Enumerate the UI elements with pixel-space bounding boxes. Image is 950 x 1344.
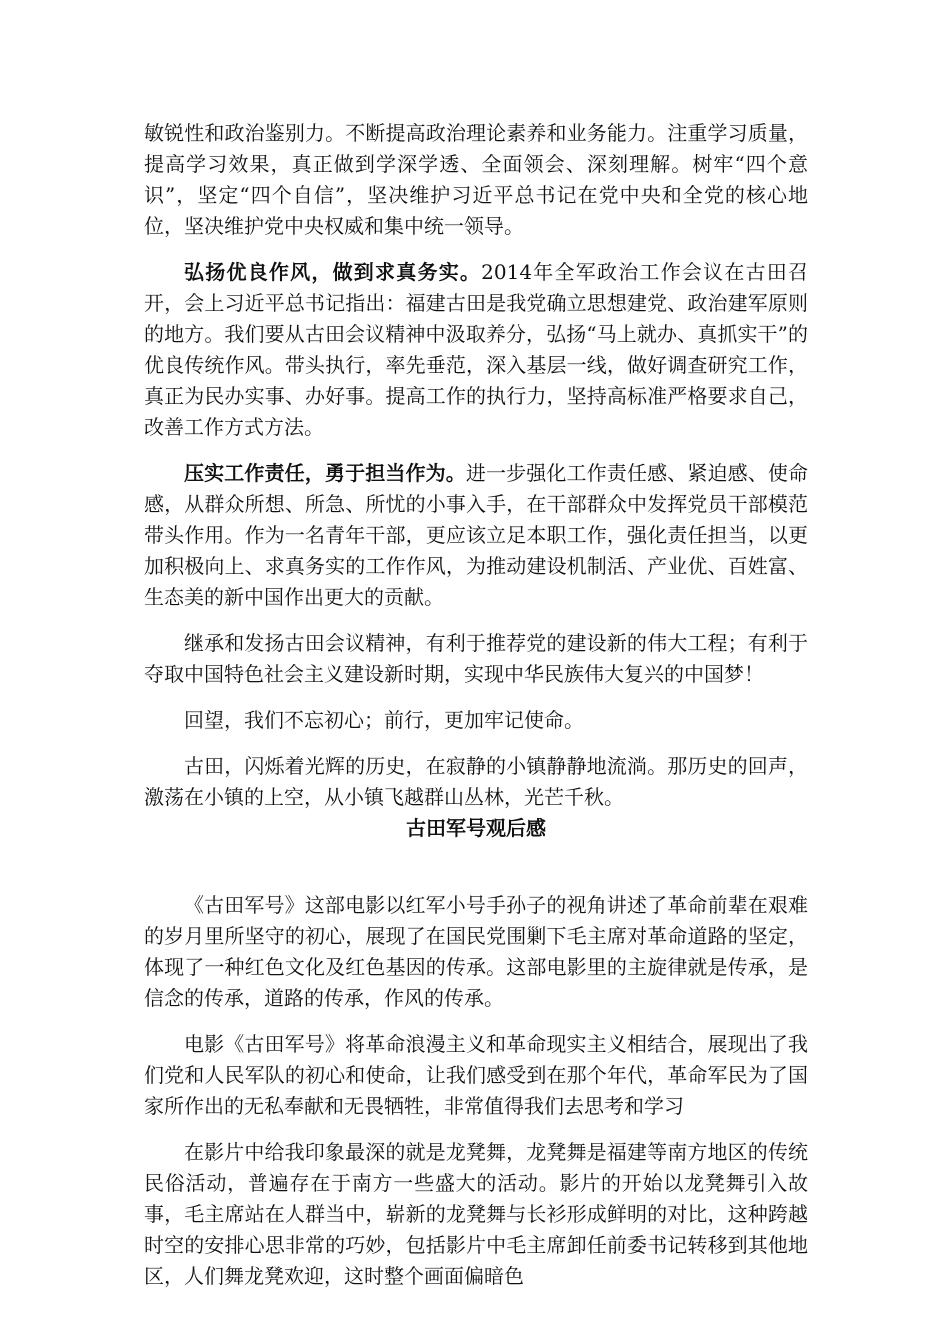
paragraph-dragon-bench-dance (144, 1137, 808, 1292)
paragraph-text: 2014年全军政治工作会议在古田召开，会上习近平总书记指出：福建古田是我党确立思想建党、政治建军原则的地方。我们要从古田会议精神中汲取养分，弘扬“马上就办、真抓实干”的优良传统作风。带头执行，率先垂范，深入基层一线，做好调查研究工作，真正为民办实事、办好事。提高工作的执行力，坚持高标准严格要求自己，改善工作方式方法。 (144, 260, 809, 439)
paragraph-text: 古田，闪烁着光辉的历史，在寂静的小镇静静地流淌。那历史的回声，激荡在小镇的上空，从小镇飞越群山丛林，光芒千秋。 (144, 754, 808, 809)
paragraph-work-style (144, 257, 808, 443)
paragraph-lead: 弘扬优良作风，做到求真务实。 (184, 260, 482, 284)
paragraph-text: 回望，我们不忘初心；前行，更加牢记使命。 (184, 708, 584, 732)
paragraph-text: 进一步强化工作责任感、紧迫感、使命感，从群众所想、所急、所忧的小事入手，在干部群众中发挥党员干部模范带头作用。作为一名青年干部，更应该立足本职工作，强化责任担当，以更加积极向上、求真务实的工作作风，为推动建设机制活、产业优、百姓富、生态美的新中国作出更大的贡献。 (144, 461, 809, 609)
paragraph-inherit-spirit (144, 628, 808, 690)
paragraph-film-intro (144, 890, 808, 1014)
paragraph-text: 电影《古田军号》将革命浪漫主义和革命现实主义相结合，展现出了我们党和人民军队的初心和使命，让我们感受到在那个年代，革命军民为了国家所作出的无私奉献和无畏牺牲，非常值得我们去思考和学习 (144, 1032, 808, 1118)
paragraph-film-romanticism (144, 1029, 808, 1122)
paragraph-lead: 压实工作责任，勇于担当作为。 (184, 461, 466, 485)
paragraph-text: 《古田军号》这部电影以红军小号手孙子的视角讲述了革命前辈在艰难的岁月里所坚守的初心，展现了在国民党围剿下毛主席对革命道路的坚定，体现了一种红色文化及红色基因的传承。这部电影里的主旋律就是传承，是信念的传承，道路的传承，作风的传承。 (144, 893, 808, 1010)
paragraph-gutian-history (144, 751, 808, 813)
section-title: 古田军号观后感 (406, 816, 546, 840)
paragraph-look-back (144, 705, 808, 736)
paragraph-responsibility (144, 458, 808, 613)
paragraph-political-awareness (144, 118, 808, 242)
paragraph-text: 敏锐性和政治鉴别力。不断提高政治理论素养和业务能力。注重学习质量，提高学习效果，真正做到学深学透、全面领会、深刻理解。树牢“四个意识”，坚定“四个自信”，坚决维护习近平总书记在党中央和全党的核心地位，坚决维护党中央权威和集中统一领导。 (144, 121, 808, 238)
document-page (144, 118, 808, 1307)
paragraph-text: 在影片中给我印象最深的就是龙凳舞，龙凳舞是福建等南方地区的传统民俗活动，普遍存在于南方一些盛大的活动。影片的开始以龙凳舞引入故事，毛主席站在人群当中，崭新的龙凳舞与长衫形成鲜明的对比，这种跨越时空的安排心思非常的巧妙，包括影片中毛主席卸任前委书记转移到其他地区，人们舞龙凳欢迎，这时整个画面偏暗色 (144, 1140, 808, 1288)
paragraph-text: 继承和发扬古田会议精神，有利于推荐党的建设新的伟大工程；有利于夺取中国特色社会主义建设新时期，实现中华民族伟大复兴的中国梦！ (144, 631, 808, 686)
